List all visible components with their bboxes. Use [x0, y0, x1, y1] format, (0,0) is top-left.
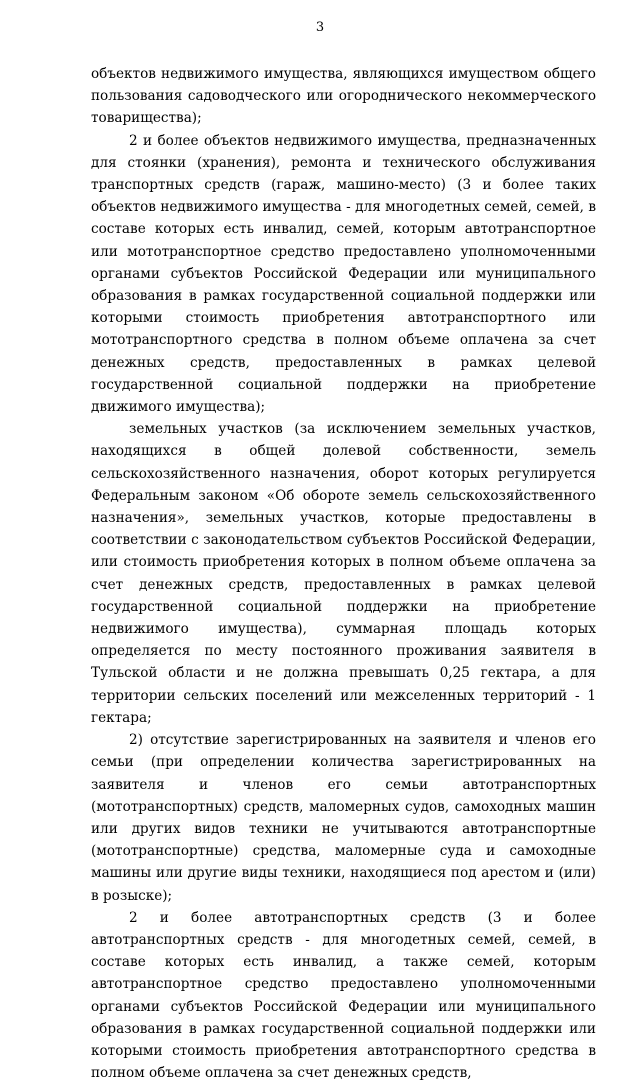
paragraph-vehicles-absence: 2) отсутствие зарегистрированных на заявителя и членов его семьи (при определении количества зарегистрированных на заявителя и членов его семьи автотранспортных (мототранспортных) средств, маломерных судов, самоходных машин или других видов техники не учитываются автотранспортные (мототранспортные) средства, маломерные суда и самоходные машины или другие виды техники, находящиеся под арестом и (или) в розыске);: [91, 732, 596, 904]
document-body: [91, 63, 596, 1084]
paragraph-common-property: объектов недвижимого имущества, являющихся имуществом общего пользования садоводческого или огороднического некоммерческого товарищества);: [91, 66, 596, 127]
paragraph-land-plots: земельных участков (за исключением земельных участков, находящихся в общей долевой собственности, земель сельскохозяйственного назначения, оборот которых регулируется Федеральным законом «Об обороте земель сельскохозяйственного назначения», земельных участков, которые предоставлены в соответствии с законодательством субъектов Российской Федерации, или стоимость приобретения которых в полном объеме оплачена за счет денежных средств, предоставленных в рамках целевой государственной социальной поддержки на приобретение недвижимого имущества), суммарная площадь которых определяется по месту постоянного проживания заявителя в Тульской области и не должна превышать 0,25 гектара, а для территории сельских поселений или межселенных территорий - 1 гектара;: [91, 421, 596, 726]
paragraph-parking-objects: 2 и более объектов недвижимого имущества, предназначенных для стоянки (хранения), ремонта и технического обслуживания транспортных средств (гараж, машино-место) (3 и более таких объектов недвижимого имущества - для многодетных семей, семей, в составе которых есть инвалид, семей, которым автотранспортное или мототранспортное средство предоставлено уполномоченными органами субъектов Российской Федерации или муниципального образования в рамках государственной социальной поддержки или которыми стоимость приобретения автотранспортного или мототранспортного средства в полном объеме оплачена за счет денежных средств, предоставленных в рамках целевой государственной социальной поддержки на приобретение движимого имущества);: [91, 132, 596, 416]
paragraph-vehicles-count: 2 и более автотранспортных средств (3 и более автотранспортных средств - для многодетных семей, семей, в составе которых есть инвалид, а также семей, которым автотранспортное средство предоставлено уполномоченными органами субъектов Российской Федерации или муниципального образования в рамках государственной социальной поддержки или которыми стоимость приобретения автотранспортного средства в полном объеме оплачена за счет денежных средств,: [91, 909, 596, 1082]
page-number: 3: [315, 20, 325, 35]
